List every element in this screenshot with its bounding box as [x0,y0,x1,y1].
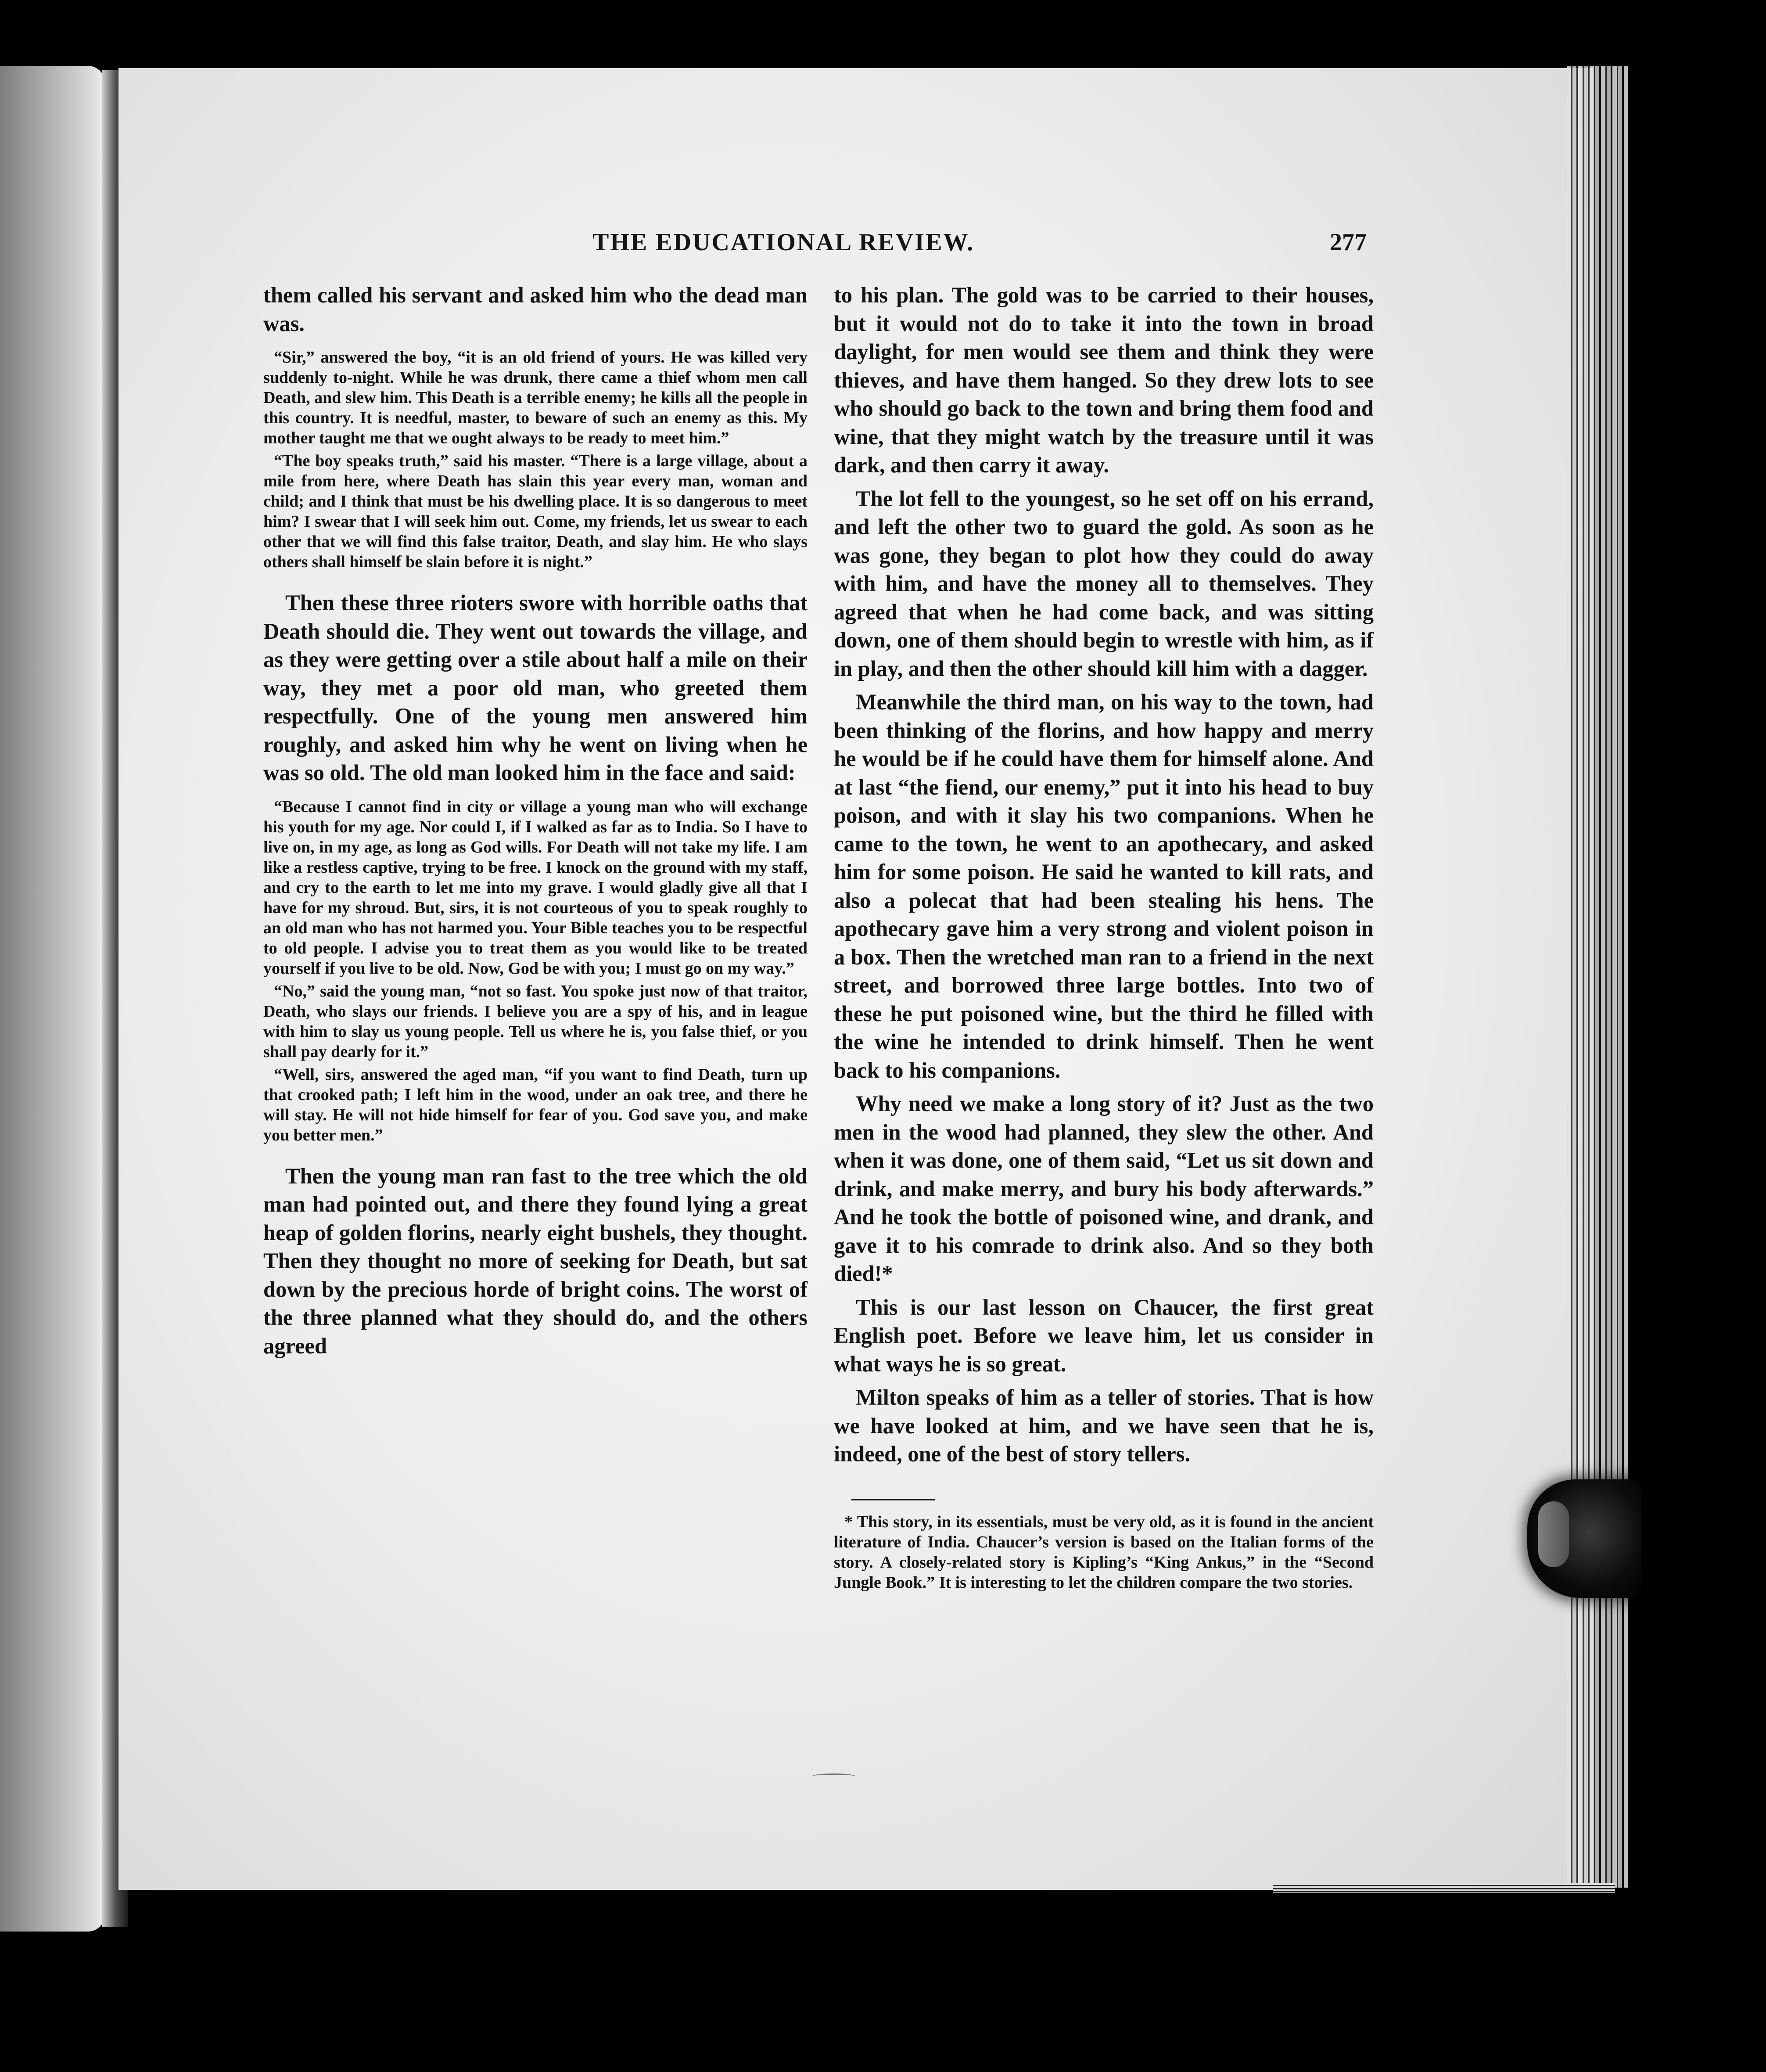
left-page-edge [0,66,105,1932]
running-header: THE EDUCATIONAL REVIEW. [592,229,975,256]
paragraph: Meanwhile the third man, on his way to the town, had been thinking of the florins, and how happy and merry he would be if he could have them for himself alone. And at last “the fiend, our enemy,” put it into his head to buy poison, and with it slay his two companions. When he came to the town, he went to an apothecary, and asked him for some poison. He said he wanted to kill rats, and also a polecat that had been stealing his hens. The apothecary gave him a very strong and violent poison in a box. Then the wretched man ran to a friend in the next street, and borrowed three large bottles. Into two of these he put poisoned wine, but the third he filled with the wine he intended to drink himself. Then he went back to his companions. [834,690,1374,1083]
paragraph: Then the young man ran fast to the tree which the old man had pointed out, and there they found lying a great heap of golden florins, nearly eight bushels, they thought. Then they thought no more of seeking for Death, but sat down by the precious horde of bright coins. The worst of the three planned what they should do, and the others agreed [263,1163,808,1358]
thumbnail-highlight [1538,1501,1569,1567]
footnote: * This story, in its essentials, must be very old, as it is found in the ancient literature of India. Chaucer’s version is based on the Italian forms of the story. A closely-related story is Kipling’s “King Ankus,” in the “Second Jungle Book.” It is interesting to let the children compare the two stories. [834,1512,1374,1592]
paragraph: them called his servant and asked him who the dead man was. [263,283,808,336]
quoted-passage: “The boy speaks truth,” said his master. “There is a large village, about a mile from here, where Death has slain this year every man, woman and child; and I think that must be his dwelling place. It is so dangerous to meet him? I swear that I will seek him out. Come, my friends, let us swear to each other that we will find this false traitor, Death, and slay him. He who slays others shall himself be slain before it is night.” [263,452,808,571]
quoted-passage: “No,” said the young man, “not so fast. You spoke just now of that traitor, Death, who slays our friends. I believe you are a spy of his, and in league with him to slay us young people. Tell us where he is, you false thief, or you shall pay dearly for it.” [263,982,808,1061]
page-bottom-edges [1273,1883,1615,1893]
quoted-passage: “Well, sirs, answered the aged man, “if you want to find Death, turn up that crooked path; I left him in the wood, under an oak tree, and there he will stay. He will not hide himself for fear of you. God save you, and make you better men.” [263,1065,808,1144]
paragraph: to his plan. The gold was to be carried to their houses, but it would not do to take it into the town in broad daylight, for men would see them and think they were thieves, and have them hanged. So they drew lots to see who should go back to the town and bring them food and wine, that they might watch by the treasure until it was dark, and then carry it away. [834,283,1374,477]
paragraph: The lot fell to the youngest, so he set off on his errand, and left the other two to guard the gold. As soon as he was gone, they began to plot how they could do away with him, and have the money all to themselves. They agreed that when he had come back, and was sitting down, one of them should begin to wrestle with him, as if in play, and then the other should kill him with a dagger. [834,486,1374,681]
paragraph: Then these three rioters swore with horrible oaths that Death should die. They went out towards the village, and as they were getting over a stile about half a mile on their way, they met a poor old man, who greeted them respectfully. One of the young men answered him roughly, and asked him why he went on living when he was so old. The old man looked him in the face and said: [263,590,808,785]
quoted-passage: “Sir,” answered the boy, “it is an old friend of yours. He was killed very suddenly to-night. While he was drunk, there came a thief whom men call Death, and slew him. This Death is a terrible enemy; he kills all the people in this country. It is needful, master, to beware of such an enemy as this. My mother taught me that we ought always to be ready to meet him.” [263,348,808,447]
paragraph: This is our last lesson on Chaucer, the first great English poet. Before we leave him, let us consider in what ways he is so great. [834,1295,1374,1376]
paragraph: Milton speaks of him as a teller of stories. That is how we have looked at him, and we have seen that he is, indeed, one of the best of story tellers. [834,1385,1374,1466]
left-text-column [263,281,808,1365]
ink-smudge [812,1773,856,1779]
page-number: 277 [1330,229,1367,256]
paragraph: Why need we make a long story of it? Just as the two men in the wood had planned, they slew the other. And when it was done, one of them said, “Let us sit down and drink, and make merry, and bury his body afterwards.” And he took the bottle of poisoned wine, and drank, and gave it to his comrade to drink also. And so they both died!* [834,1091,1374,1286]
stacked-page-edges [1567,66,1628,1888]
right-text-column [834,281,1374,1593]
footnote-rule [851,1499,935,1500]
quoted-passage: “Because I cannot find in city or village a young man who will exchange his youth for my age. Nor could I, if I walked as far as to India. So I have to live on, in my age, as long as God wills. For Death will not take my life. I am like a restless captive, trying to be free. I knock on the ground with my staff, and cry to the earth to let me into my grave. I would gladly give all that I have for my shroud. But, sirs, it is not courteous of you to speak roughly to an old man who has not harmed you. Your Bible teaches you to be respectful to old people. I advise you to treat them as you would like to be treated yourself if you live to be old. Now, God be with you; I must go on my way.” [263,797,808,978]
